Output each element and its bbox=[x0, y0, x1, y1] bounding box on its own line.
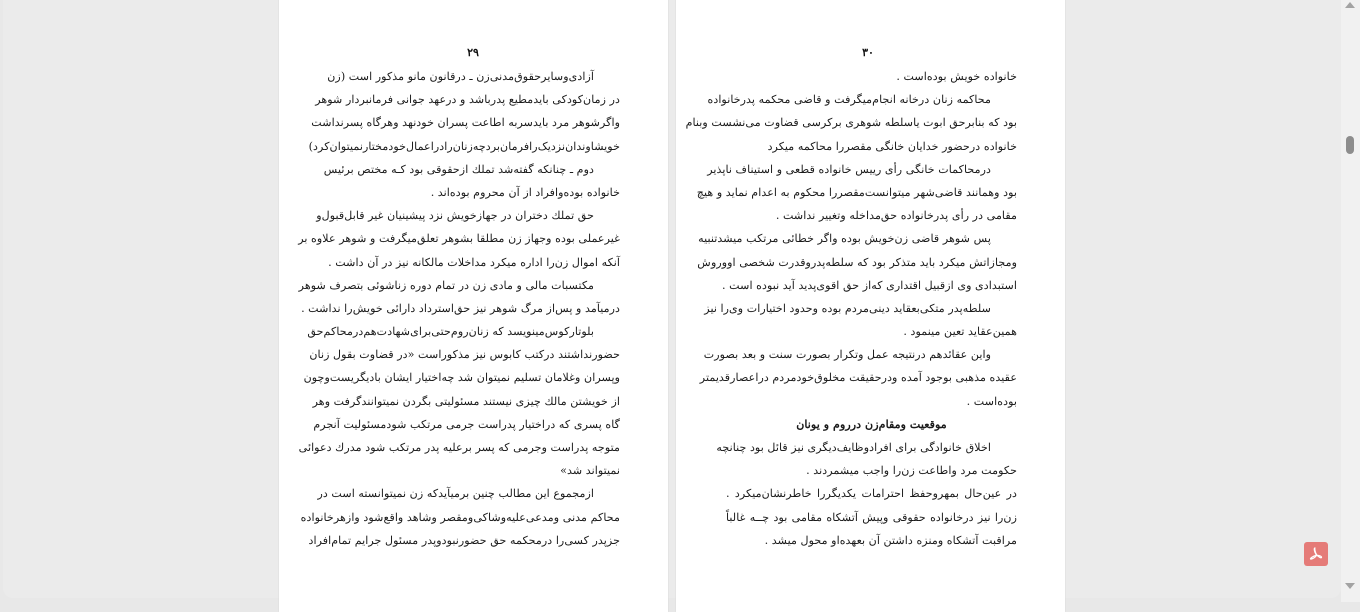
text-line: پس شوهر قاضی زن‌خویش بوده واگر خطائی مرتکب میشدتنبیه bbox=[698, 232, 991, 246]
text-line: گاه پسری که دراختیار پدراست جرمی مرتکب شود‌مسئولیت آنجرم bbox=[313, 417, 620, 431]
text-line: عقیده مذهبی بوجود آمده ودرحقیقت مخلوق‌خودمردم دراعصارقدیمتر bbox=[699, 371, 1017, 385]
text-line: غیرعملی بوده وجهاز زن مطلقا بشوهر تعلق‌میگرفت و شوهر علاوه بر bbox=[298, 232, 620, 246]
text-line: محاکمه زنان درخانه انجام‌میگرفت و قاضی محکمه پدرخانواده bbox=[707, 93, 991, 107]
page-number: ۲۹ bbox=[467, 46, 479, 59]
scrollbar-thumb[interactable] bbox=[1346, 136, 1354, 154]
text-line: مراقبت آتشکاه ومنزه داشتن آن بعهده‌او محول میشد . bbox=[764, 533, 1017, 547]
section-heading: موقعیت ومقام‌زن درروم و یونان bbox=[796, 416, 947, 431]
text-line: همین‌عقاید تعین مینمود . bbox=[903, 325, 1017, 339]
text-line: مقامی در رأی پدرخانواده حق‌مداخله وتغییر نداشت . bbox=[775, 209, 1017, 223]
text-line: ومجازاتش میکرد باید متذکر بود که سلطه‌پدروقدرت شخصی اوو‌روش bbox=[697, 255, 1017, 269]
text-line: زن‌را نیز درخانواده حقوقی وپیش آتشکاه مقامی بود چــه غالباً bbox=[726, 510, 1017, 524]
text-line: حکومت مرد واطاعت زن‌را واجب میشمردند . bbox=[806, 464, 1017, 478]
text-line: محاکم مدنی ومدعی‌علیه‌وشاکی‌ومقصر وشاهد واقع‌شود وازهرخانواده bbox=[300, 510, 620, 524]
text-line: جزپدر کسی‌را درمحکمه حق حضورنبود‌وپدر مسئول جرایم تمام‌افراد bbox=[308, 533, 620, 547]
text-line: خانواده بوده‌وافراد از آن محروم بوده‌اند . bbox=[430, 185, 620, 199]
text-line: خانواده درحضور خدایان خانگی مقصررا محاکمه میکرد bbox=[767, 139, 1017, 153]
text-line: در عین‌حال بمهرو‌حفظ احترامات یکدیگررا خاطرنشان‌میکرد . bbox=[726, 487, 1017, 501]
text-line: بود وهمانند قاضی‌شهر میتوانست‌مقصررا محکوم به اعدام نماید و هیچ bbox=[696, 185, 1017, 199]
page-number: ۳۰ bbox=[862, 46, 874, 59]
pdf-tool-button[interactable] bbox=[1304, 542, 1328, 566]
page-29 bbox=[279, 0, 668, 612]
page-30 bbox=[676, 0, 1065, 612]
scroll-up-arrow-icon[interactable] bbox=[1345, 2, 1355, 8]
text-line: خانواده خویش بوده‌است . bbox=[896, 70, 1017, 83]
text-line: درمیآمد و پس‌از مرگ شوهر نیز حق‌استرداد دارائی خویش‌را نداشت . bbox=[301, 301, 620, 315]
text-line: اخلاق خانوادگی برای افراد‌وظایف‌دیگری نیز قائل بود چنانچه bbox=[716, 441, 991, 454]
text-line: سلطه‌پدر متکی‌بعقاید دینی‌مردم بوده وحدود اختیارات وی‌را نیز bbox=[704, 301, 991, 315]
text-line: واگرشوهر مرد بایدسربه اطاعت پسران خودنهد وهرگاه پسرنداشت bbox=[311, 116, 620, 130]
text-line: و‌پسران و‌غلامان تسلیم نمیتوان شد چه‌اختیار ایشان بادیگر‌یست‌وچون bbox=[303, 371, 620, 385]
text-line: آزادی‌وسایرحقوق‌مدنی‌زن ـ درقانون مانو مذکور است (زن bbox=[327, 70, 594, 83]
text-line: بود که بنابرحق ابوت یاسلطه شوهری برکرسی قضاوت می‌نشست و‌بنام bbox=[685, 116, 1017, 130]
text-line: بوده‌است . bbox=[966, 394, 1017, 408]
text-line: آنکه اموال زن‌را اداره میکرد مداخلات مالکانه نیز در آن داشت . bbox=[328, 255, 620, 269]
text-line: متوجه پدراست وجرمی که پسر برعلیه پدر مرتکب شود مدرك دعوائی bbox=[298, 441, 620, 454]
text-line: واین عقائدهم درنتیجه عمل وتکرار بصورت سنت و بعد بصورت bbox=[703, 348, 991, 362]
page-text bbox=[685, 65, 1017, 552]
text-line: حضورنداشتند در‌کتب کابوس نیز مذکوراست «در قضاوت بقول زنان bbox=[309, 348, 620, 362]
text-line: بلوتارکوس‌مینویسد که زنان‌روم‌حتی‌برای‌شهادت‌هم‌درمحاکم‌حق bbox=[307, 325, 594, 339]
pdf-icon bbox=[1308, 546, 1324, 562]
text-line: استبدادی وی ازقبیل اقتداری که‌از حق اقوی‌پدید آید نبوده است . bbox=[721, 278, 1017, 292]
text-line: خویشاوندان‌نزدیک‌را‌فرمان‌بردچه‌زنان‌را‌در‌اعمال‌خودمختار‌نمیتوان‌کرد) bbox=[308, 139, 620, 153]
text-line: از خویشتن مالك چیزی نیستند مسئولیتی بگردن نمیتوانندگرفت وهر bbox=[312, 394, 620, 408]
text-line: حق تملك دختران در جهازخویش نزد پیشینیان غیر قابل‌قبول‌و bbox=[316, 209, 594, 223]
scroll-down-arrow-icon[interactable] bbox=[1345, 583, 1355, 589]
text-line: دوم ـ چنانکه گفته‌شد تملك ازحقوقی بود كـه مختص برئیس bbox=[323, 162, 594, 176]
text-line: درمحاکمات خانگی رأی رییس خانواده قطعی و استیناف ناپذیر bbox=[707, 162, 991, 176]
text-line: در زمان‌کودکی باید‌مطیع پدرباشد و درعهد جوانی فرمانبردار شوهر bbox=[315, 93, 620, 107]
text-line: نمیتواند شد» bbox=[560, 464, 620, 478]
text-line: مکتسبات مالی و مادی زن در تمام دوره زناشوئی بتصرف شوهر bbox=[298, 278, 594, 292]
page-text bbox=[298, 65, 620, 552]
document-viewer[interactable] bbox=[3, 0, 1341, 598]
vertical-scrollbar[interactable] bbox=[1341, 0, 1360, 602]
text-line: ازمجموع این مطالب چنین برمیآید‌که زن نمیتوانسته است در bbox=[317, 487, 594, 501]
